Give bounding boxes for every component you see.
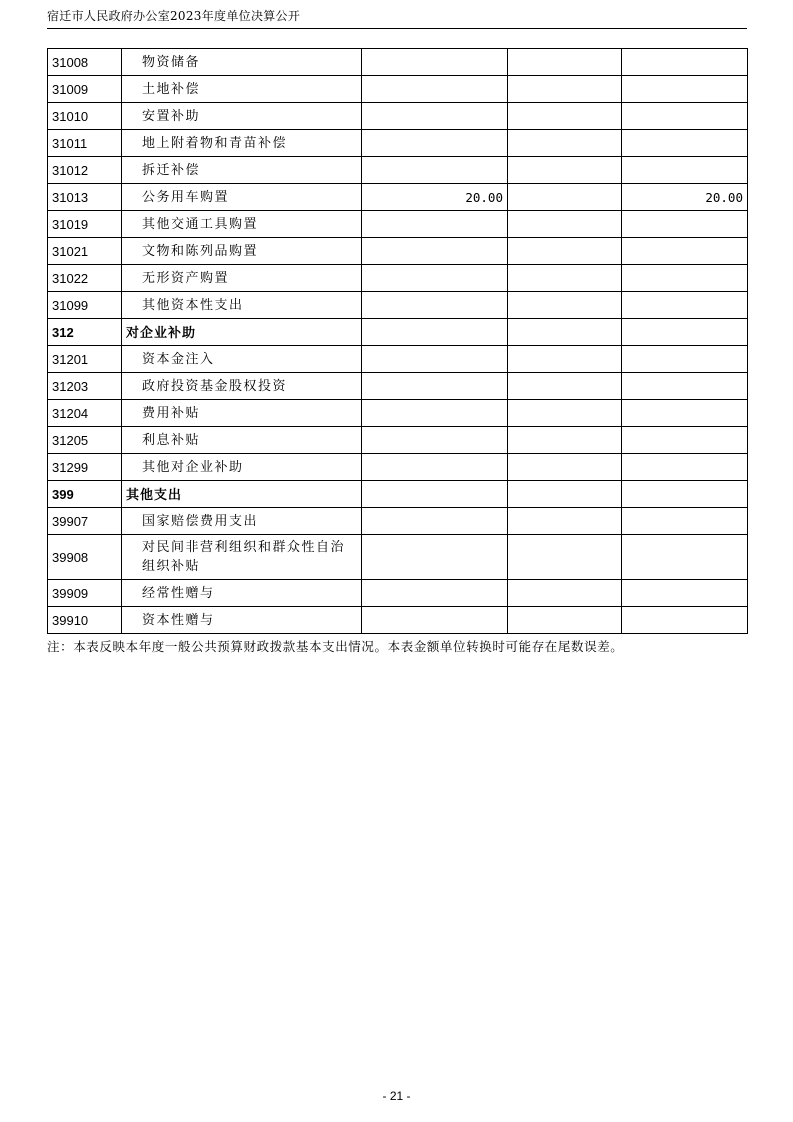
row-name: 文物和陈列品购置 [122, 238, 362, 265]
row-name: 安置补助 [122, 103, 362, 130]
row-total [362, 130, 508, 157]
row-name: 公务用车购置 [122, 184, 362, 211]
row-name: 土地补偿 [122, 76, 362, 103]
table-section-row [48, 319, 748, 346]
row-public [622, 607, 748, 634]
page-number: - 21 - [382, 1089, 411, 1103]
row-public [622, 580, 748, 607]
row-total [362, 373, 508, 400]
row-code: 312 [48, 319, 122, 346]
row-personnel [508, 130, 622, 157]
row-name: 费用补贴 [122, 400, 362, 427]
row-total [362, 49, 508, 76]
row-public [622, 400, 748, 427]
table-row [48, 607, 748, 634]
header-divider [47, 28, 747, 29]
row-personnel [508, 454, 622, 481]
row-personnel [508, 157, 622, 184]
row-total [362, 319, 508, 346]
expenditure-table [47, 48, 748, 634]
row-personnel [508, 319, 622, 346]
row-code: 31299 [48, 454, 122, 481]
row-code: 39907 [48, 508, 122, 535]
row-personnel [508, 481, 622, 508]
row-total [362, 427, 508, 454]
table-row [48, 265, 748, 292]
row-total: 20.00 [362, 184, 508, 211]
row-code: 399 [48, 481, 122, 508]
row-total [362, 508, 508, 535]
row-code: 39910 [48, 607, 122, 634]
row-code: 31012 [48, 157, 122, 184]
row-public [622, 373, 748, 400]
row-name: 对民间非营利组织和群众性自治组织补贴 [122, 535, 362, 580]
page-header-title: 宿迁市人民政府办公室2023年度单位决算公开 [47, 9, 301, 23]
row-public [622, 130, 748, 157]
table-footnote: 注：本表反映本年度一般公共预算财政拨款基本支出情况。本表金额单位转换时可能存在尾数误差。 [47, 639, 624, 654]
table-row [48, 292, 748, 319]
row-personnel [508, 184, 622, 211]
row-personnel [508, 580, 622, 607]
table-row [48, 103, 748, 130]
row-code: 31013 [48, 184, 122, 211]
row-name: 其他对企业补助 [122, 454, 362, 481]
table-row [48, 157, 748, 184]
table-row [48, 508, 748, 535]
row-total [362, 580, 508, 607]
row-code: 31009 [48, 76, 122, 103]
row-public [622, 454, 748, 481]
row-personnel [508, 400, 622, 427]
table-row [48, 184, 748, 211]
row-personnel [508, 535, 622, 580]
row-total [362, 76, 508, 103]
row-personnel [508, 508, 622, 535]
row-total [362, 454, 508, 481]
row-total [362, 103, 508, 130]
row-total [362, 238, 508, 265]
row-name: 政府投资基金股权投资 [122, 373, 362, 400]
table-row [48, 400, 748, 427]
table-row [48, 238, 748, 265]
row-name: 利息补贴 [122, 427, 362, 454]
row-name: 对企业补助 [122, 319, 362, 346]
row-name: 资本性赠与 [122, 607, 362, 634]
row-name: 地上附着物和青苗补偿 [122, 130, 362, 157]
row-public [622, 346, 748, 373]
row-personnel [508, 373, 622, 400]
row-personnel [508, 238, 622, 265]
row-code: 31204 [48, 400, 122, 427]
row-name: 其他交通工具购置 [122, 211, 362, 238]
row-personnel [508, 76, 622, 103]
row-public [622, 157, 748, 184]
table-row [48, 76, 748, 103]
row-name: 经常性赠与 [122, 580, 362, 607]
row-total [362, 265, 508, 292]
row-code: 31205 [48, 427, 122, 454]
row-public: 20.00 [622, 184, 748, 211]
row-public [622, 319, 748, 346]
table-row [48, 454, 748, 481]
row-personnel [508, 265, 622, 292]
row-name: 拆迁补偿 [122, 157, 362, 184]
table-row [48, 130, 748, 157]
row-code: 31099 [48, 292, 122, 319]
row-total [362, 211, 508, 238]
row-code: 31201 [48, 346, 122, 373]
row-total [362, 400, 508, 427]
table-row [48, 373, 748, 400]
row-total [362, 535, 508, 580]
table-row [48, 346, 748, 373]
table-section-row [48, 481, 748, 508]
row-public [622, 49, 748, 76]
row-code: 39908 [48, 535, 122, 580]
row-public [622, 76, 748, 103]
row-personnel [508, 346, 622, 373]
row-personnel [508, 103, 622, 130]
row-personnel [508, 427, 622, 454]
table-row [48, 211, 748, 238]
row-public [622, 508, 748, 535]
row-public [622, 481, 748, 508]
row-code: 39909 [48, 580, 122, 607]
table-row [48, 535, 748, 580]
row-public [622, 427, 748, 454]
row-name: 资本金注入 [122, 346, 362, 373]
row-personnel [508, 49, 622, 76]
row-code: 31021 [48, 238, 122, 265]
row-personnel [508, 292, 622, 319]
row-total [362, 346, 508, 373]
row-public [622, 265, 748, 292]
table-row [48, 580, 748, 607]
row-name: 国家赔偿费用支出 [122, 508, 362, 535]
row-code: 31010 [48, 103, 122, 130]
table-row [48, 49, 748, 76]
row-public [622, 103, 748, 130]
row-total [362, 481, 508, 508]
row-public [622, 535, 748, 580]
row-total [362, 157, 508, 184]
row-code: 31203 [48, 373, 122, 400]
table-row [48, 427, 748, 454]
row-public [622, 238, 748, 265]
row-name: 其他资本性支出 [122, 292, 362, 319]
row-name: 无形资产购置 [122, 265, 362, 292]
row-total [362, 607, 508, 634]
row-total [362, 292, 508, 319]
row-public [622, 292, 748, 319]
row-personnel [508, 211, 622, 238]
row-public [622, 211, 748, 238]
row-personnel [508, 607, 622, 634]
row-name: 其他支出 [122, 481, 362, 508]
row-code: 31019 [48, 211, 122, 238]
row-name: 物资储备 [122, 49, 362, 76]
row-code: 31011 [48, 130, 122, 157]
row-code: 31008 [48, 49, 122, 76]
row-code: 31022 [48, 265, 122, 292]
